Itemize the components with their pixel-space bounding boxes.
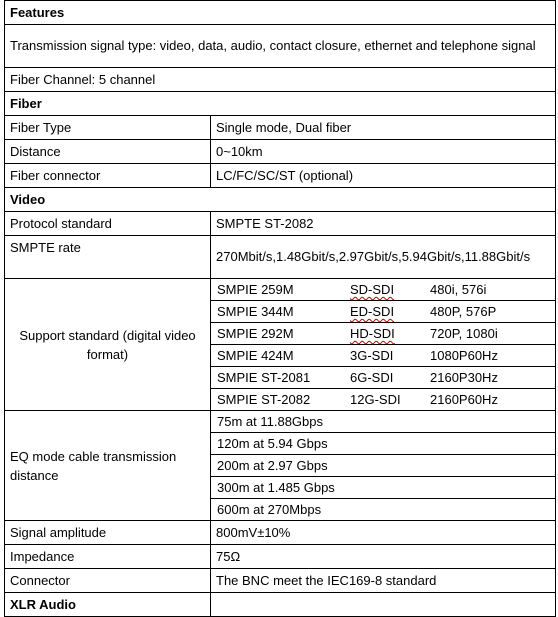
- support-standard-type: 3G-SDI: [350, 348, 394, 363]
- eq-distance-value: 600m at 270Mbps: [217, 502, 322, 517]
- fiber-distance-row: [5, 140, 556, 164]
- video-eq-list: [211, 411, 556, 521]
- support-standard-cell: [211, 279, 555, 301]
- video-amplitude-label: Signal amplitude: [5, 521, 211, 545]
- support-standard-cell: [211, 345, 555, 367]
- fiber-type-label: Fiber Type: [5, 116, 211, 140]
- support-standard-name: SMPIE 292M: [217, 326, 294, 341]
- eq-distance-value: 120m at 5.94 Gbps: [211, 433, 555, 455]
- support-standard-row: [211, 323, 555, 345]
- xlr-audio-empty: [211, 593, 556, 617]
- video-amplitude-value: 800mV±10%: [211, 521, 556, 545]
- support-standard-type: 6G-SDI: [350, 370, 394, 385]
- section-row-xlr-audio: [5, 593, 556, 617]
- eq-distance-row: [211, 433, 555, 455]
- eq-distance-value: 75m at 11.88Gbps: [211, 411, 555, 433]
- section-row-features: [5, 1, 556, 25]
- features-transmission: Transmission signal type: video, data, audio, contact closure, ethernet and telephone signal: [5, 25, 556, 68]
- eq-distance-row: [211, 499, 555, 521]
- fiber-distance-label: Distance: [5, 140, 211, 164]
- section-features: Features: [5, 1, 556, 25]
- fiber-distance-value: 0~10km: [211, 140, 556, 164]
- features-transmission-row: [5, 25, 556, 68]
- video-support-label: Support standard (digital video format): [5, 279, 211, 411]
- video-impedance-row: [5, 545, 556, 569]
- video-protocol-row: [5, 212, 556, 236]
- support-standard-cell: [211, 323, 555, 345]
- support-standard-row: [211, 279, 555, 301]
- support-standard-row: [211, 301, 555, 323]
- support-standard-format: 2160P60Hz: [430, 392, 498, 407]
- section-row-video: [5, 188, 556, 212]
- support-standard-cell: [211, 367, 555, 389]
- support-standard-cell: [211, 389, 555, 411]
- video-protocol-label: Protocol standard: [5, 212, 211, 236]
- eq-distance-table: [211, 411, 555, 520]
- video-connector-label: Connector: [5, 569, 211, 593]
- video-support-row: [5, 279, 556, 411]
- section-video: Video: [5, 188, 556, 212]
- support-standard-row: [211, 345, 555, 367]
- support-standard-format: 2160P30Hz: [430, 370, 498, 385]
- video-rate-value: 270Mbit/s,1.48Gbit/s,2.97Gbit/s,5.94Gbit/s,11.88Gbit/s: [211, 236, 556, 279]
- support-standard-type: HD-SDI: [350, 326, 395, 341]
- video-protocol-value: SMPTE ST-2082: [211, 212, 556, 236]
- support-standard-name: SMPIE ST-2081: [217, 370, 311, 385]
- support-standard-name: SMPIE 344M: [217, 304, 294, 319]
- section-fiber: Fiber: [5, 92, 556, 116]
- video-support-list: [211, 279, 556, 411]
- support-standard-cell: [211, 301, 555, 323]
- features-fiber-channel-row: [5, 68, 556, 92]
- support-standard-table: [211, 279, 555, 410]
- fiber-type-value: Single mode, Dual fiber: [211, 116, 556, 140]
- video-eq-label: EQ mode cable transmission distance: [5, 411, 211, 521]
- eq-distance-row: [211, 477, 555, 499]
- features-fiber-channel: Fiber Channel: 5 channel: [5, 68, 556, 92]
- support-standard-name: SMPIE 424M: [217, 348, 294, 363]
- support-standard-name: SMPIE 259M: [217, 282, 294, 297]
- eq-distance-value: 300m at 1.485 Gbps: [211, 477, 555, 499]
- fiber-connector-row: [5, 164, 556, 188]
- section-xlr-audio: XLR Audio: [5, 593, 211, 617]
- video-amplitude-row: [5, 521, 556, 545]
- support-standard-format: 480P, 576P: [430, 304, 497, 319]
- eq-distance-row: [211, 455, 555, 477]
- video-rate-row: [5, 236, 556, 279]
- video-rate-label: SMPTE rate: [5, 236, 211, 279]
- video-eq-row: [5, 411, 556, 521]
- support-standard-format: 1080P60Hz: [430, 348, 498, 363]
- spec-table: [4, 0, 556, 617]
- eq-distance-value: 200m at 2.97 Gbps: [211, 455, 555, 477]
- fiber-connector-value: LC/FC/SC/ST (optional): [211, 164, 556, 188]
- support-standard-type: SD-SDI: [350, 282, 395, 297]
- video-connector-value: The BNC meet the IEC169-8 standard: [211, 569, 556, 593]
- eq-distance-row: [211, 411, 555, 433]
- section-row-fiber: [5, 92, 556, 116]
- support-standard-row: [211, 367, 555, 389]
- video-impedance-label: Impedance: [5, 545, 211, 569]
- fiber-type-row: [5, 116, 556, 140]
- support-standard-name: SMPIE ST-2082: [217, 392, 311, 407]
- support-standard-type: 12G-SDI: [350, 392, 401, 407]
- support-standard-format: 720P, 1080i: [430, 326, 498, 341]
- video-impedance-value: 75Ω: [211, 545, 556, 569]
- fiber-connector-label: Fiber connector: [5, 164, 211, 188]
- support-standard-row: [211, 389, 555, 411]
- support-standard-format: 480i, 576i: [430, 282, 487, 297]
- support-standard-type: ED-SDI: [350, 304, 395, 319]
